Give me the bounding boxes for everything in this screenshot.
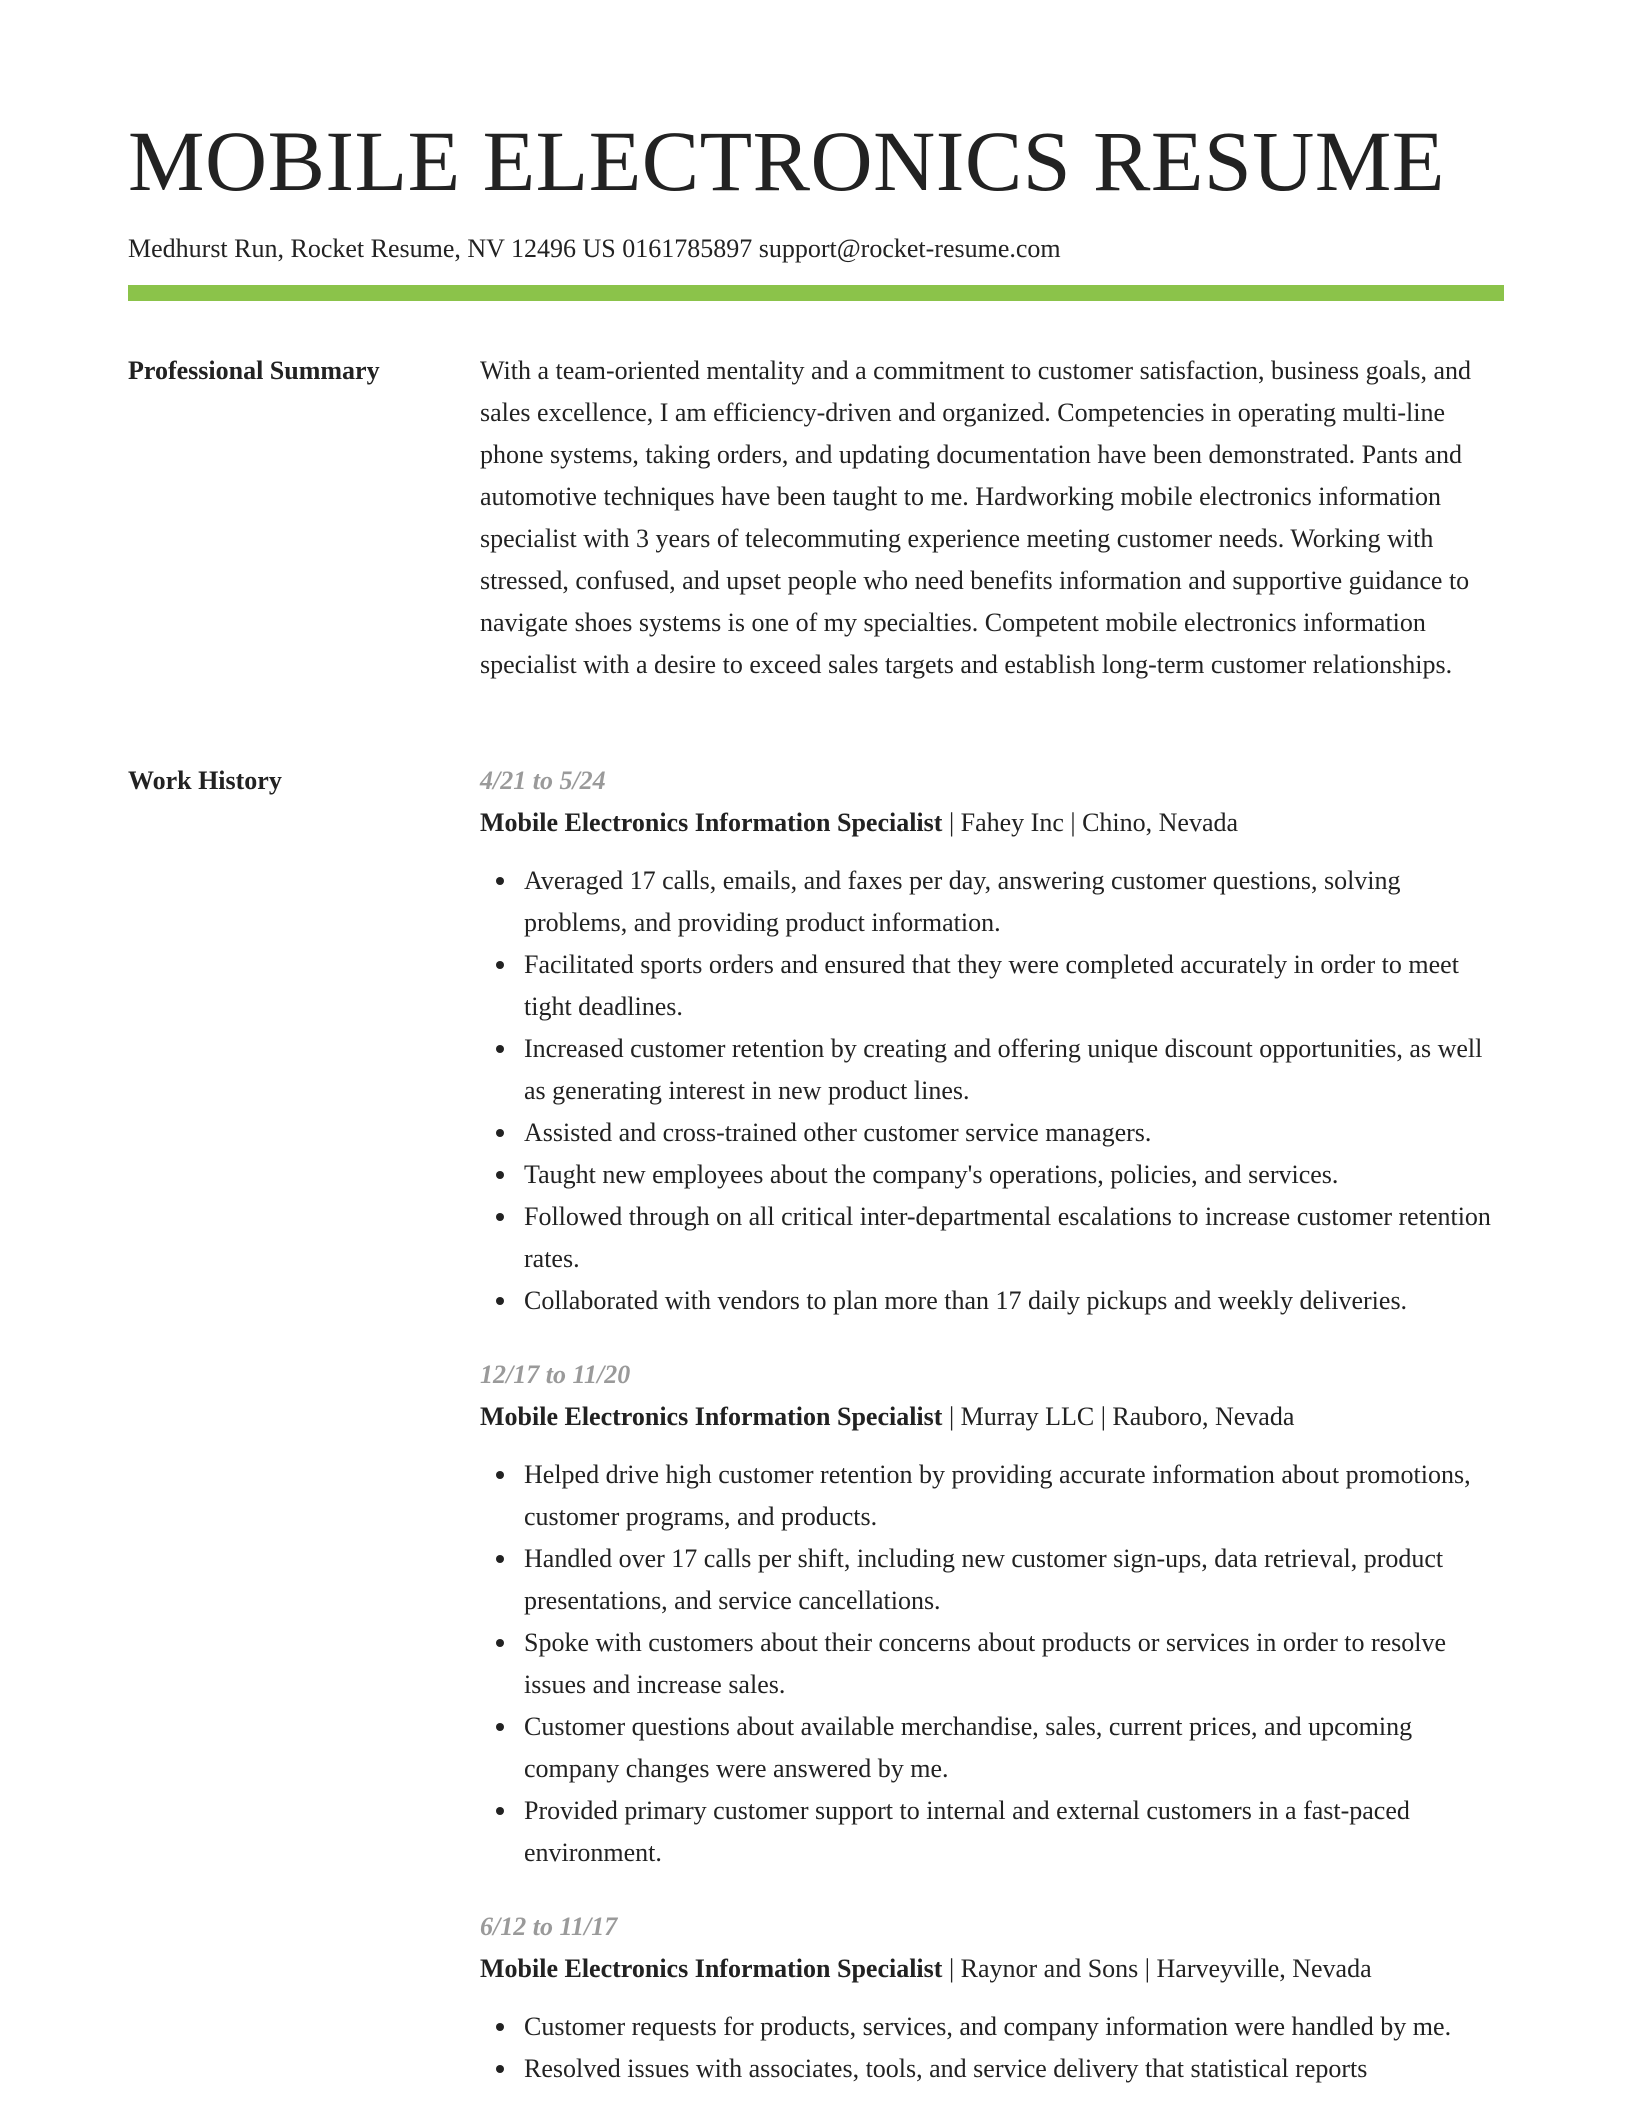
job-bullet: Spoke with customers about their concerns about products or services in order to resolve issues and increase sales. (524, 1622, 1504, 1706)
job-bullet: Provided primary customer support to internal and external customers in a fast-paced environment. (524, 1790, 1504, 1874)
job-title: Mobile Electronics Information Specialist (480, 808, 943, 837)
job-bullet: Customer questions about available merchandise, sales, current prices, and upcoming company changes were answered by me. (524, 1706, 1504, 1790)
professional-summary-body (480, 350, 1504, 686)
job-dates: 6/12 to 11/17 (480, 1912, 618, 1941)
job-entry (480, 1906, 1504, 2090)
job-entry (480, 1354, 1504, 1874)
job-entry (480, 760, 1504, 1322)
job-bullet: Handled over 17 calls per shift, including new customer sign-ups, data retrieval, product presentations, and service cancellations. (524, 1538, 1504, 1622)
job-title-line (480, 802, 1504, 844)
job-title: Mobile Electronics Information Specialist (480, 1954, 943, 1983)
job-bullet: Resolved issues with associates, tools, and service delivery that statistical reports (524, 2048, 1504, 2090)
job-bullet: Collaborated with vendors to plan more than 17 daily pickups and weekly deliveries. (524, 1280, 1504, 1322)
job-bullet: Helped drive high customer retention by providing accurate information about promotions, customer programs, and products. (524, 1454, 1504, 1538)
job-bullet: Assisted and cross-trained other customer service managers. (524, 1112, 1504, 1154)
job-bullet: Followed through on all critical inter-departmental escalations to increase customer retention rates. (524, 1196, 1504, 1280)
professional-summary-text: With a team-oriented mentality and a commitment to customer satisfaction, business goals, and sales excellence, I am efficiency-driven and organized. Competencies in operating multi-line phone systems, taking orders, and updating documentation have been demonstrated. Pants and automotive techniques have been taught to me. Hardworking mobile electronics information specialist with 3 years of telecommuting experience meeting customer needs. Working with stressed, confused, and upset people who need benefits information and supportive guidance to navigate shoes systems is one of my specialties. Competent mobile electronics information specialist with a desire to exceed sales targets and establish long-term customer relationships. (480, 356, 1472, 679)
job-bullet: Increased customer retention by creating and offering unique discount opportunities, as well as generating interest in new product lines. (524, 1028, 1504, 1112)
job-bullets (480, 860, 1504, 1322)
professional-summary-heading: Professional Summary (128, 356, 380, 385)
job-company-location: | Murray LLC | Rauboro, Nevada (942, 1402, 1295, 1431)
work-history-list (480, 760, 1504, 2122)
job-dates: 4/21 to 5/24 (480, 766, 606, 795)
job-bullets (480, 1454, 1504, 1874)
contact-line: Medhurst Run, Rocket Resume, NV 12496 US 0161785897 support@rocket-resume.com (128, 234, 1061, 263)
job-company-location: | Raynor and Sons | Harveyville, Nevada (942, 1954, 1372, 1983)
resume-title: MOBILE ELECTRONICS RESUME (128, 113, 1445, 209)
job-dates: 12/17 to 11/20 (480, 1360, 631, 1389)
job-bullet: Taught new employees about the company's operations, policies, and services. (524, 1154, 1504, 1196)
job-bullet: Averaged 17 calls, emails, and faxes per day, answering customer questions, solving problems, and providing product information. (524, 860, 1504, 944)
job-bullet: Facilitated sports orders and ensured that they were completed accurately in order to meet tight deadlines. (524, 944, 1504, 1028)
job-title-line (480, 1948, 1504, 1990)
header-divider (128, 285, 1504, 301)
job-company-location: | Fahey Inc | Chino, Nevada (942, 808, 1239, 837)
job-title-line (480, 1396, 1504, 1438)
job-title: Mobile Electronics Information Specialist (480, 1402, 943, 1431)
job-bullet: Customer requests for products, services, and company information were handled by me. (524, 2006, 1504, 2048)
job-bullets (480, 2006, 1504, 2090)
work-history-heading: Work History (128, 766, 282, 795)
